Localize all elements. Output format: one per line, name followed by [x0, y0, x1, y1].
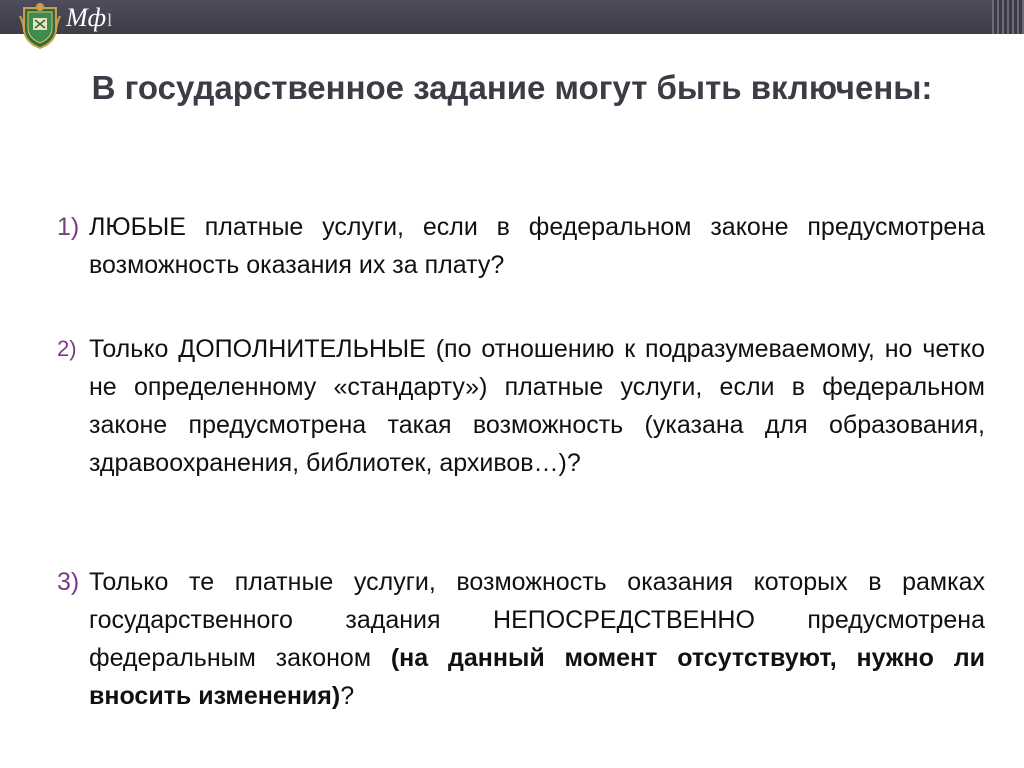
list-number: 2) — [57, 336, 77, 361]
emblem-logo-icon — [18, 2, 62, 50]
list-item-content — [57, 563, 985, 715]
list-item-3 — [57, 563, 985, 715]
list-item-text: ЛЮБЫЕ платные услуги, если в федеральном законе предусмотрена возможность оказания их за плату? — [89, 213, 985, 279]
list-item-1 — [57, 208, 985, 284]
list-number: 1) — [57, 213, 80, 241]
slide-title: В государственное задание могут быть включены: — [91, 69, 933, 106]
list-item-tail: ? — [340, 682, 355, 710]
brand-text: Мф — [66, 3, 107, 32]
brand-bar: l — [107, 10, 113, 30]
brand-mark — [66, 3, 112, 33]
list-number: 3) — [57, 568, 80, 596]
top-bar — [0, 0, 1024, 34]
list-item-text: Только ДОПОЛНИТЕЛЬНЫЕ (по отношению к подразумеваемому, но четко не определенному «стандарту») платные услуги, если в федеральном законе предусмотрена такая возможность (указана для образования, здравоохранения, библиотек, архивов…)? — [89, 335, 985, 477]
list-item-bold-text: (на данный момент отсутствуют, нужно ли вносить изменения) — [89, 644, 985, 710]
list-item-2 — [57, 330, 985, 482]
list-item-text: Только те платные услуги, возможность оказания которых в рамках государственного задания НЕПОСРЕДСТВЕННО предусмотрена федеральным законом — [89, 568, 985, 672]
decorative-stripes — [992, 0, 1024, 34]
